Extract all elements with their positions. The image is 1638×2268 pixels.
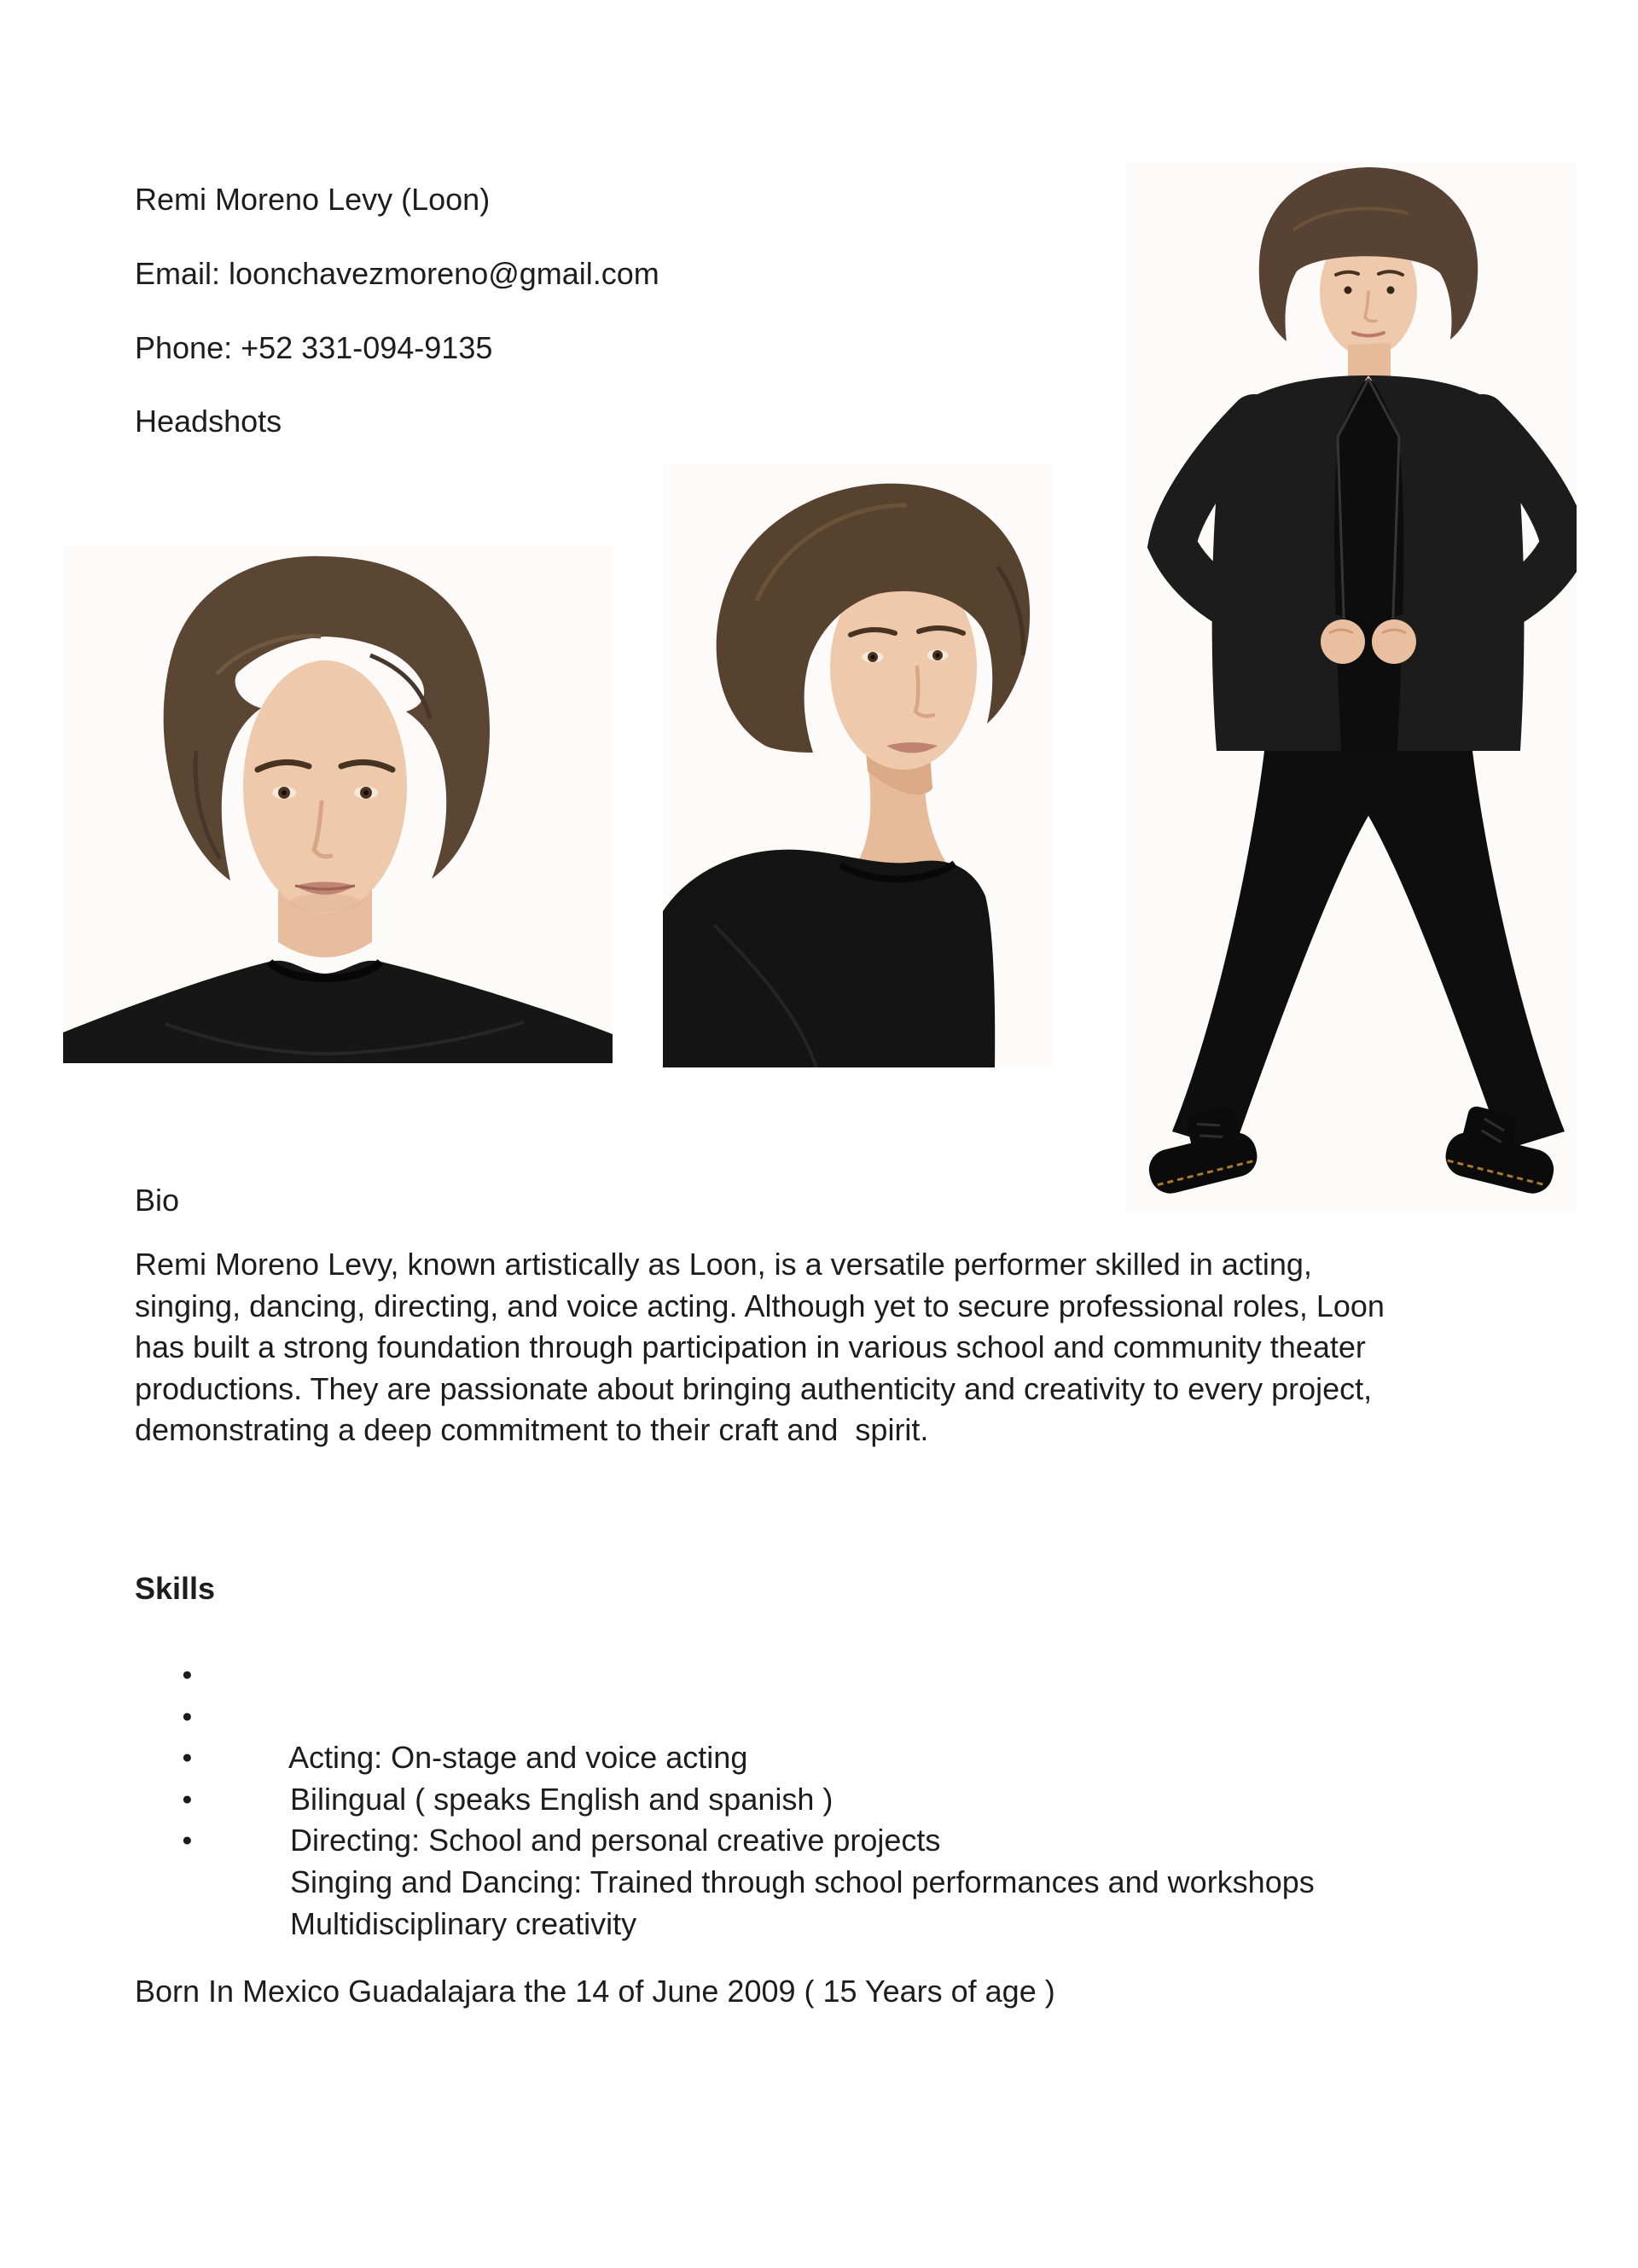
skill-item-label: Bilingual ( speaks English and spanish ) <box>290 1781 834 1817</box>
bio-line: singing, dancing, directing, and voice acting. Although yet to secure professional roles, Loon <box>135 1288 1385 1323</box>
bio-paragraph <box>135 1244 1385 1451</box>
bio-line: Remi Moreno Levy, known artistically as Loon, is a versatile performer skilled in acting, <box>135 1247 1312 1282</box>
bullet-icon: ● <box>182 1665 193 1684</box>
skill-item-label: Acting: On-stage and voice acting <box>288 1740 748 1776</box>
list-item <box>135 1654 1315 1776</box>
phone-line: Phone: +52 331-094-9135 <box>135 330 493 365</box>
bio-line: has built a strong foundation through participation in various school and community theater <box>135 1329 1366 1364</box>
bio-line: productions. They are passionate about bringing authenticity and creativity to every project, <box>135 1370 1373 1406</box>
bullet-icon: ● <box>182 1706 193 1726</box>
bullet-icon: ● <box>182 1788 193 1809</box>
skills-label: Skills <box>135 1571 216 1606</box>
bullet-icon: ● <box>182 1748 193 1768</box>
full-body-photo <box>1126 162 1577 1212</box>
bullet-icon: ● <box>182 1830 193 1851</box>
profile-headshot-photo <box>663 464 1054 1067</box>
skill-item-label: Directing: School and personal creative projects <box>290 1823 941 1858</box>
headshots-label: Headshots <box>135 404 282 439</box>
skills-list <box>135 1654 1315 1941</box>
bio-label: Bio <box>135 1183 180 1218</box>
email-line: Email: loonchavezmoreno@gmail.com <box>135 256 659 291</box>
skill-item-label: Singing and Dancing: Trained through school performances and workshops <box>290 1864 1315 1899</box>
front-headshot-photo <box>63 546 613 1063</box>
born-line: Born In Mexico Guadalajara the 14 of June 2009 ( 15 Years of age ) <box>135 1974 1055 2009</box>
skill-item-label: Multidisciplinary creativity <box>290 1905 637 1941</box>
page-title-name: Remi Moreno Levy (Loon) <box>135 182 491 217</box>
bio-line: demonstrating a deep commitment to their craft and spirit. <box>135 1412 929 1447</box>
